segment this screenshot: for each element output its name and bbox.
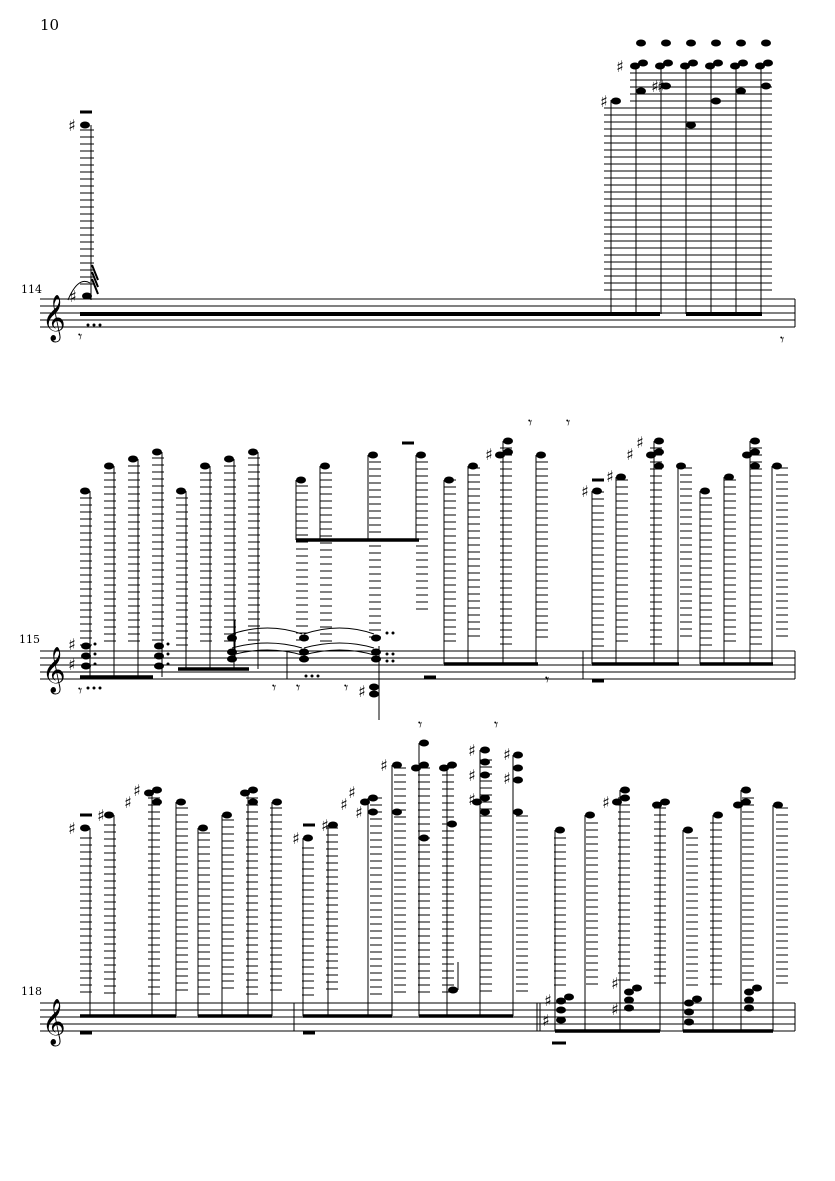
svg-text:♯: ♯ (97, 806, 105, 825)
svg-text:♯: ♯ (68, 819, 76, 838)
eighth-rest-icon: 𝄾 (78, 327, 83, 346)
flag-icon (92, 265, 98, 294)
svg-text:♯: ♯ (602, 793, 610, 812)
svg-text:♯: ♯ (611, 974, 619, 993)
svg-text:♯: ♯ (600, 92, 608, 111)
page-number: 10 (40, 16, 60, 34)
system-115 (40, 413, 795, 720)
svg-text:♯: ♯ (321, 816, 329, 835)
system-118 (40, 715, 795, 1047)
svg-text:𝄾: 𝄾 (272, 678, 277, 697)
notehead (80, 122, 90, 129)
treble-clef-icon: 𝄞 (42, 295, 66, 341)
svg-text:♯: ♯ (581, 482, 589, 501)
svg-text:𝄾: 𝄾 (418, 715, 423, 734)
svg-text:𝄾: 𝄾 (78, 681, 83, 700)
svg-text:♯: ♯ (468, 790, 476, 809)
svg-text:♯: ♯ (611, 1000, 619, 1019)
svg-text:𝄾: 𝄾 (296, 678, 301, 697)
measure-number-118: 118 (21, 985, 42, 998)
svg-text:𝄾: 𝄾 (494, 715, 499, 734)
sharp-icon: ♯ (69, 287, 77, 306)
svg-text:♯: ♯ (68, 635, 76, 654)
svg-text:♯: ♯ (503, 769, 511, 788)
svg-text:♯: ♯ (657, 77, 665, 96)
svg-text:♯: ♯ (468, 766, 476, 785)
svg-text:♯: ♯ (542, 1011, 550, 1030)
svg-text:♯: ♯ (626, 445, 634, 464)
sharp-icon: ♯ (68, 116, 76, 135)
svg-text:♯: ♯ (124, 793, 132, 812)
svg-text:𝄾: 𝄾 (344, 678, 349, 697)
svg-text:♯: ♯ (380, 756, 388, 775)
svg-text:𝄾: 𝄾 (545, 670, 550, 689)
whole-rests-3 (80, 815, 566, 1043)
svg-text:♯: ♯ (651, 77, 659, 96)
treble-clef-icon: 𝄞 (42, 647, 66, 693)
svg-text:♯: ♯ (292, 829, 300, 848)
measure-number-114: 114 (21, 283, 42, 296)
svg-text:♯: ♯ (616, 57, 624, 76)
ledger-columns-3 (80, 760, 788, 995)
svg-text:♯: ♯ (358, 682, 366, 701)
eighth-rest-icon: 𝄾 (780, 330, 785, 349)
svg-text:♯: ♯ (340, 795, 348, 814)
svg-text:♯: ♯ (485, 445, 493, 464)
svg-text:♯: ♯ (468, 741, 476, 760)
svg-text:♯: ♯ (544, 991, 552, 1010)
dots (87, 632, 395, 690)
note-with-ledgers (80, 112, 94, 300)
system-114 (40, 40, 795, 350)
svg-text:♯: ♯ (636, 433, 644, 452)
staff-lines (40, 651, 795, 679)
svg-text:♯: ♯ (503, 745, 511, 764)
high-chord-cluster (604, 66, 772, 314)
notehead (82, 293, 92, 300)
svg-text:♯: ♯ (348, 783, 356, 802)
stems-system-3 (90, 743, 773, 1031)
measure-number-115: 115 (19, 633, 40, 646)
svg-text:𝄾: 𝄾 (566, 413, 571, 432)
svg-text:♯: ♯ (606, 467, 614, 486)
treble-clef-icon: 𝄞 (42, 999, 66, 1045)
svg-text:♯: ♯ (68, 655, 76, 674)
svg-text:♯: ♯ (355, 803, 363, 822)
svg-text:♯: ♯ (133, 781, 141, 800)
sharp-icons (68, 433, 644, 701)
svg-text:𝄾: 𝄾 (528, 413, 533, 432)
rest-icons-3 (418, 715, 498, 734)
